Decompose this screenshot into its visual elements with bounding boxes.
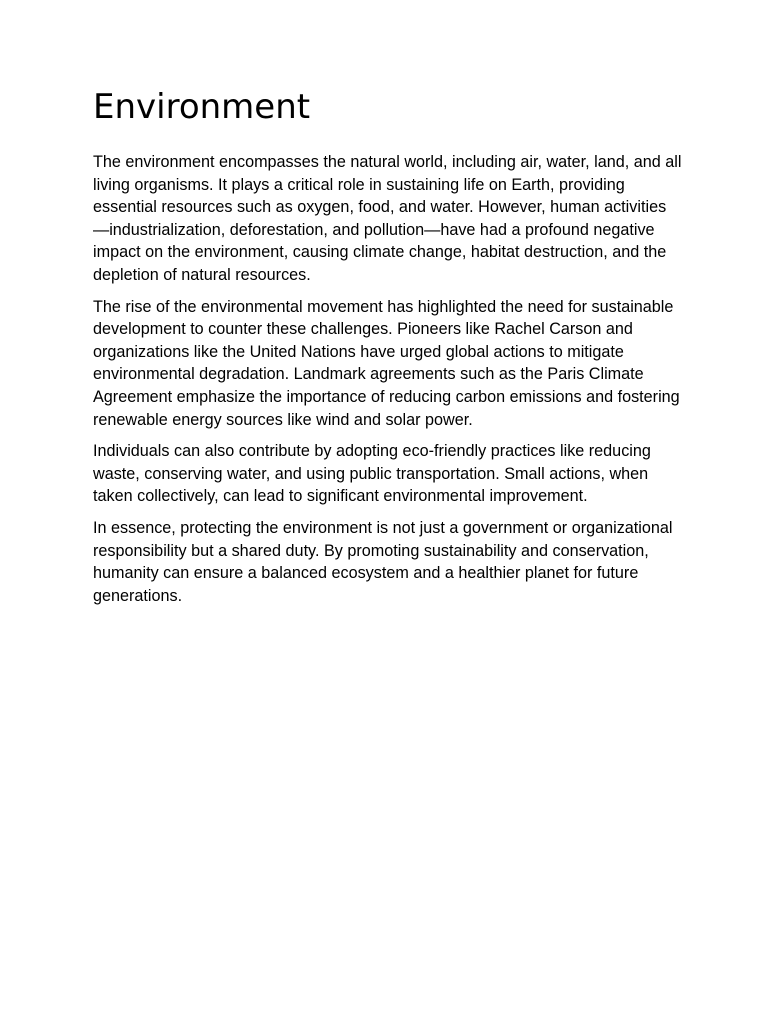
paragraph: Individuals can also contribute by adopting eco-friendly practices like reducing waste, conserving water, and using public transportation. Small actions, when taken collectively, can lead to significant environmental improvement. [93,442,651,506]
paragraph: In essence, protecting the environment is not just a government or organizational responsibility but a shared duty. By promoting sustainability and conservation, humanity can ensure a balanced ecosystem and a healthier planet for future generations. [93,518,673,605]
paragraph: The environment encompasses the natural world, including air, water, land, and all living organisms. It plays a critical role in sustaining life on Earth, providing essential resources such as oxygen, food, and water. However, human activities —industrialization, deforestation, and pollution—have had a profound negative impact on the environment, causing climate change, habitat destruction, and the depletion of natural resources. [93,153,682,284]
document-title: Environment [93,87,311,127]
document-page [93,84,683,616]
paragraph: The rise of the environmental movement has highlighted the need for sustainable development to counter these challenges. Pioneers like Rachel Carson and organizations like the United Nations have urged global actions to mitigate environmental degradation. Landmark agreements such as the Paris Climate Agreement emphasize the importance of reducing carbon emissions and fostering renewable energy sources like wind and solar power. [93,297,680,429]
